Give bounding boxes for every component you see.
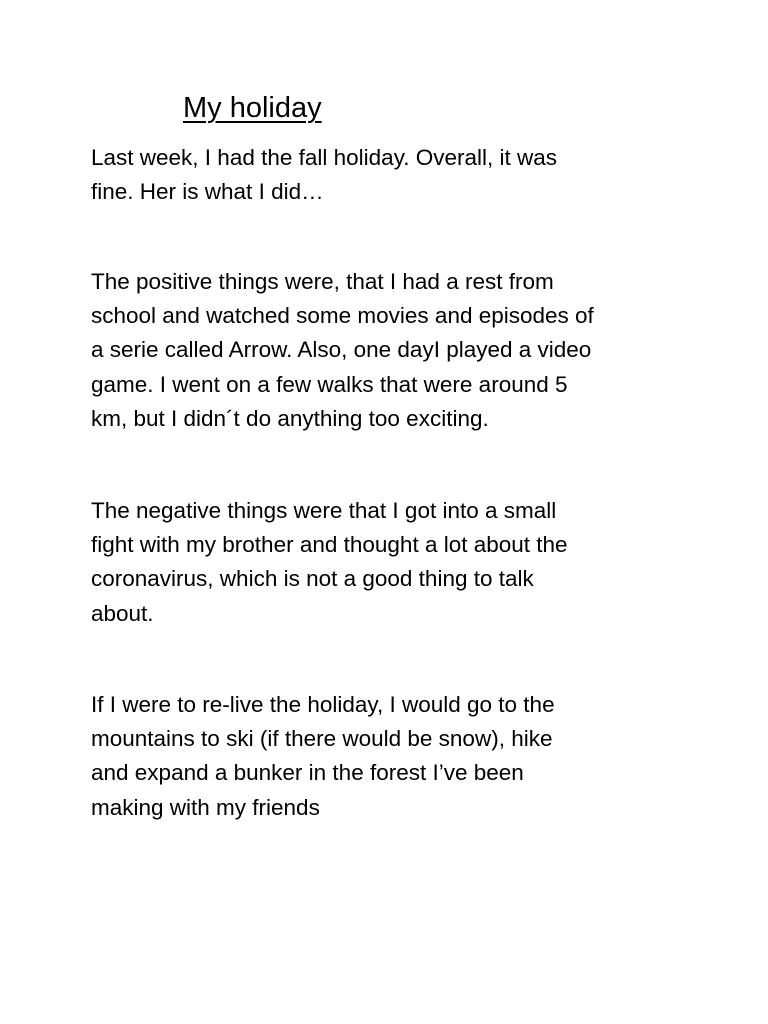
paragraph-line: a serie called Arrow. Also, one dayI played a video (91, 337, 592, 363)
paragraph-relive (91, 688, 691, 825)
paragraph-line: The negative things were that I got into a small (91, 498, 557, 523)
paragraph-line: coronavirus, which is not a good thing to talk (91, 566, 534, 592)
paragraph-line: fight with my brother and thought a lot about the (91, 532, 568, 558)
paragraph-line: If I were to re-live the holiday, I would go to the (91, 692, 555, 717)
paragraph-line: km, but I didn´t do anything too exciting. (91, 405, 489, 431)
paragraph-line: The positive things were, that I had a rest from (91, 269, 554, 294)
document-title: My holiday (183, 92, 322, 124)
paragraph-line: school and watched some movies and episodes of (91, 303, 594, 329)
paragraph-positive (91, 265, 691, 436)
paragraph-line: Last week, I had the fall holiday. Overall, it was (91, 145, 558, 170)
paragraph-line: fine. Her is what I did… (91, 179, 324, 205)
paragraph-line: about. (91, 600, 154, 626)
paragraph-intro (91, 141, 691, 209)
paragraph-line: mountains to ski (if there would be snow), hike (91, 726, 553, 752)
paragraph-line: making with my friends (91, 794, 320, 820)
paragraph-negative (91, 494, 691, 631)
paragraph-line: game. I went on a few walks that were around 5 (91, 371, 568, 397)
paragraph-line: and expand a bunker in the forest I’ve been (91, 760, 524, 786)
